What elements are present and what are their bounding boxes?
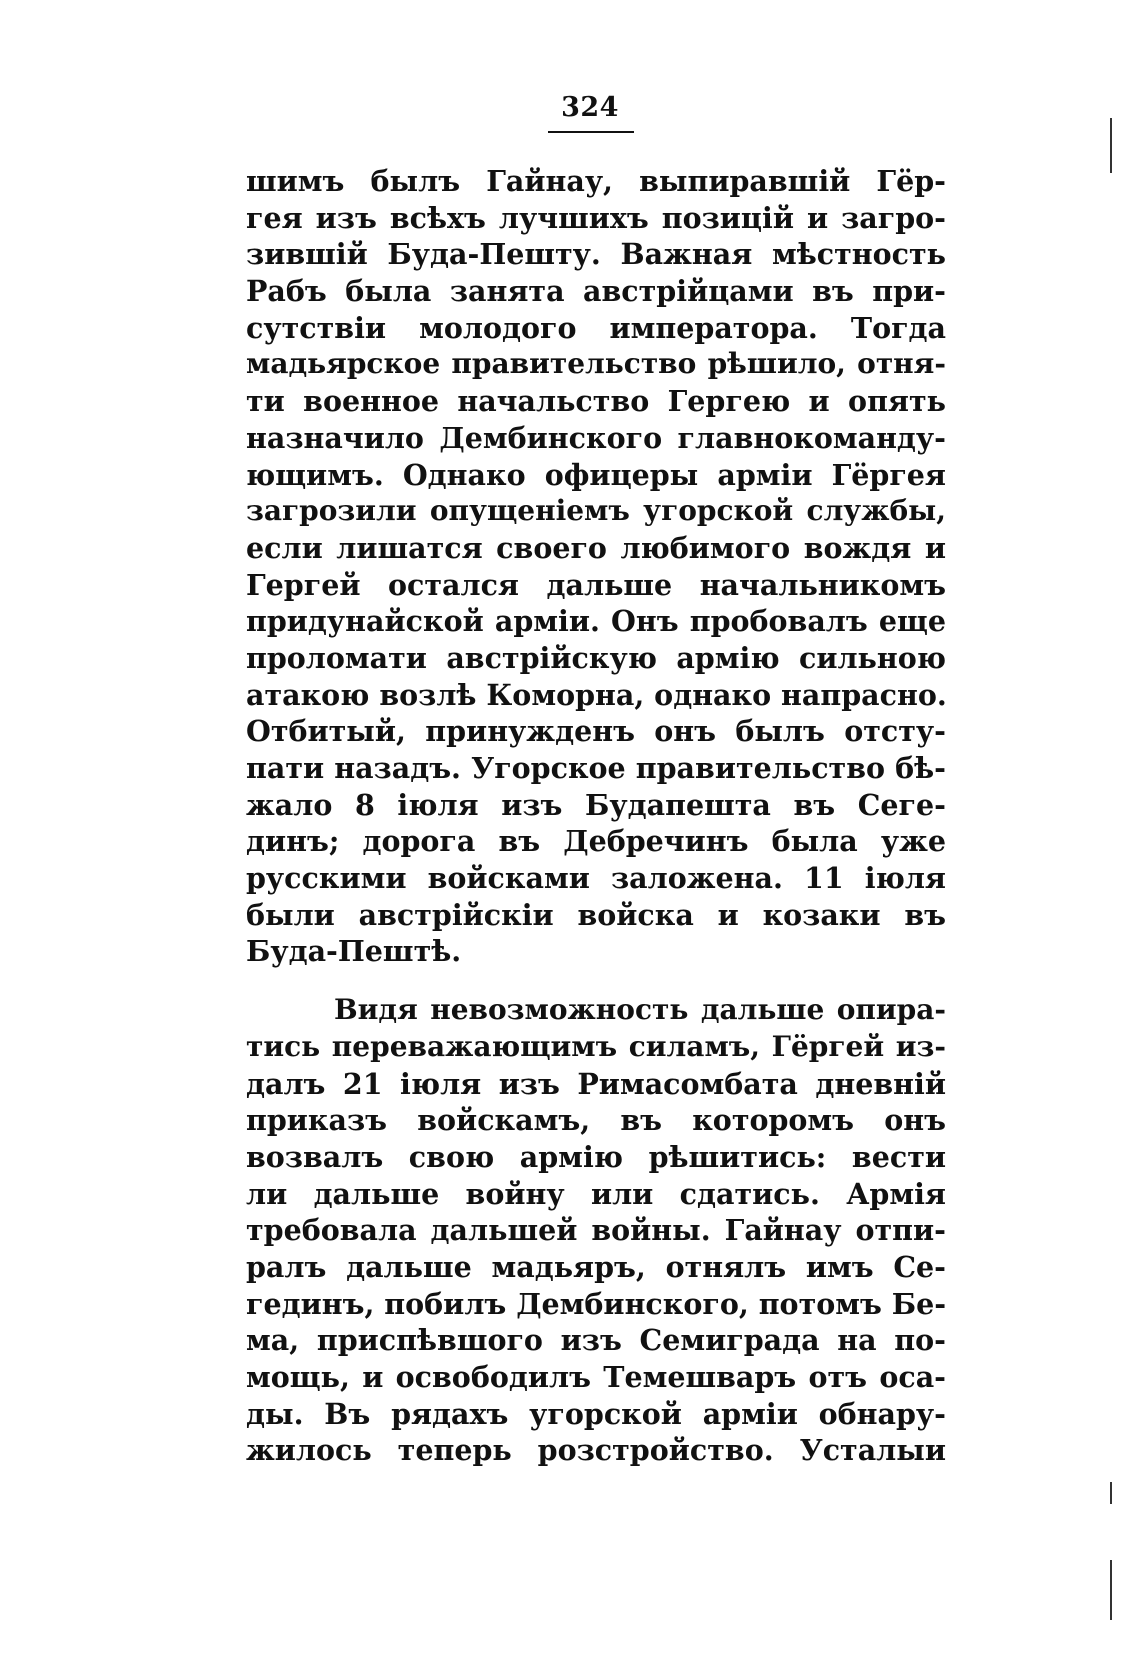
text-line: ралъ дальше мадьяръ, отнялъ имъ Се-	[246, 1249, 946, 1284]
text-line: жало 8 іюля изъ Будапешта въ Сеге-	[246, 787, 946, 822]
scan-edge-mark	[1110, 118, 1112, 173]
page-number: 324	[561, 92, 619, 123]
text-line: атакою возлѣ Коморна, однако напрасно.	[246, 677, 947, 712]
text-line: Видя невозможность дальше опира-	[334, 993, 946, 1027]
text-line: жилось теперь розстройство. Усталыи	[246, 1433, 946, 1468]
text-line: ды. Въ рядахъ угорской арміи обнару-	[246, 1396, 946, 1431]
text-line: шимъ былъ Гайнау, выпиравшій Гёр-	[246, 164, 946, 198]
text-line: придунайской арміи. Онъ пробовалъ еще	[246, 604, 946, 639]
text-line: зившій Буда-Пешту. Важная мѣстность	[246, 237, 946, 272]
text-line: сутствіи молодого императора. Тогда	[246, 310, 946, 345]
paragraph-2	[246, 992, 946, 1469]
scan-edge-mark	[1110, 1482, 1112, 1504]
text-line: Рабъ была занята австрійцами въ при-	[246, 274, 946, 309]
text-line: приказъ войскамъ, въ которомъ онъ	[246, 1103, 946, 1138]
text-line: ма, приспѣвшого изъ Семиграда на по-	[246, 1323, 946, 1358]
text-line: мощь, и освободилъ Темешваръ отъ оса-	[246, 1360, 946, 1394]
text-line: динъ; дорога въ Дебречинъ была уже	[246, 824, 946, 859]
text-line: мадьярское правительство рѣшило, отня-	[246, 347, 946, 381]
text-line: требовала дальшей войны. Гайнау отпи-	[246, 1213, 946, 1248]
paragraph-1	[246, 163, 946, 970]
body-text	[246, 163, 946, 1469]
text-line: ющимъ. Однако офицеры арміи Гёргея	[246, 457, 946, 492]
text-line: назначило Дембинского главнокоманду-	[246, 420, 946, 455]
text-line: загрозили опущеніемъ угорской службы,	[246, 494, 946, 528]
text-line: тись переважающимъ силамъ, Гёргей из-	[246, 1029, 946, 1063]
text-line: ли дальше войну или сдатись. Армія	[246, 1176, 946, 1211]
paragraph-gap	[246, 970, 946, 992]
text-line: пати назадъ. Угорское правительство бѣ-	[246, 751, 946, 785]
page-number-rule	[548, 131, 634, 133]
text-line: гея изъ всѣхъ лучшихъ позицій и загро-	[246, 200, 946, 235]
text-line: ти военное начальство Гергею и опять	[246, 384, 946, 419]
text-line: Отбитый, принужденъ онъ былъ отсту-	[246, 714, 946, 749]
scan-edge-mark	[1110, 1560, 1112, 1620]
text-line: Буда-Пештѣ.	[246, 934, 462, 969]
text-line: возвалъ свою армію рѣшитись: вести	[246, 1139, 946, 1174]
text-line: далъ 21 іюля изъ Римасомбата дневній	[246, 1066, 946, 1101]
text-line: были австрійскіи войска и козаки въ	[246, 897, 946, 932]
text-line: Гергей остался дальше начальникомъ	[246, 567, 946, 602]
text-line: русскими войсками заложена. 11 іюля	[246, 861, 946, 896]
text-line: проломати австрійскую армію сильною	[246, 640, 946, 675]
text-line: если лишатся своего любимого вождя и	[246, 530, 946, 565]
text-line: гединъ, побилъ Дембинского, потомъ Бе-	[246, 1286, 947, 1321]
